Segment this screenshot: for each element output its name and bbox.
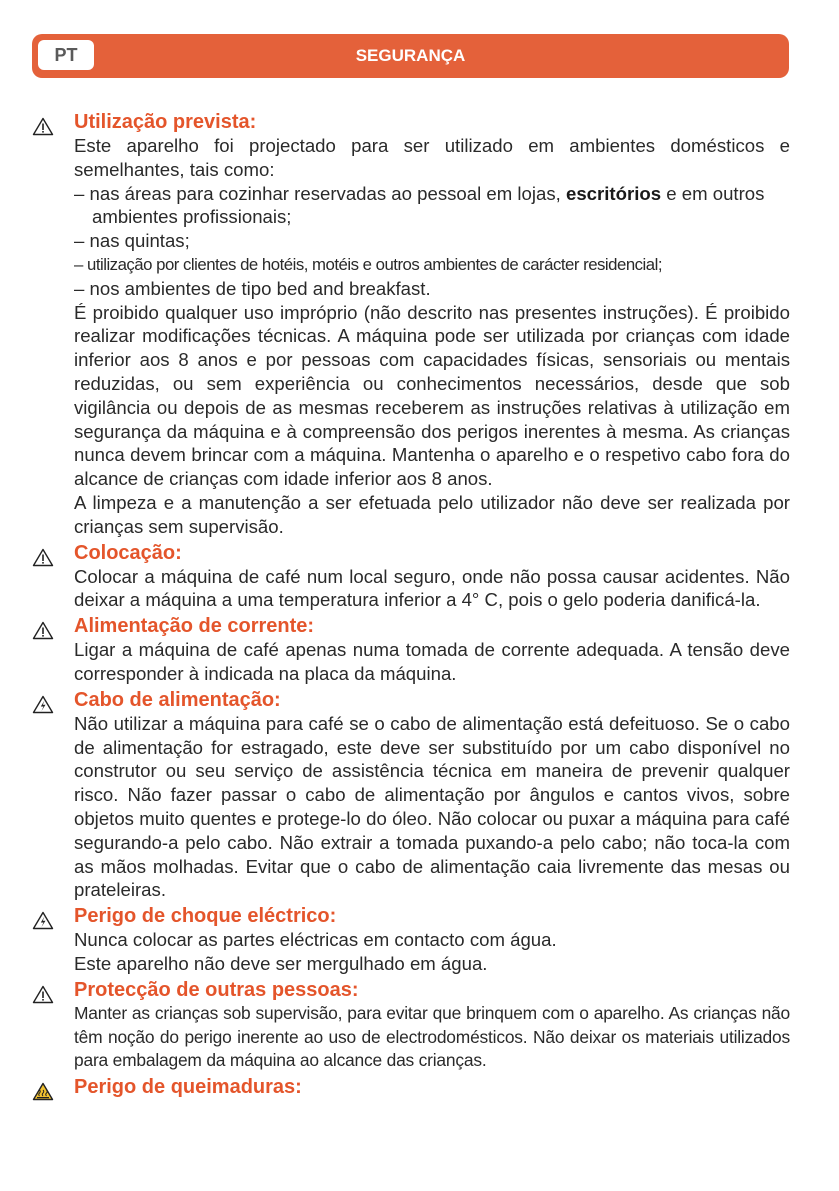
paragraph: Ligar a máquina de café apenas numa tomada de corrente adequada. A tensão deve corresponder à indicada na placa da máquina.: [74, 639, 790, 684]
paragraph: É proibido qualquer uso impróprio (não descrito nas presentes instruções). É proibido realizar modificações técnicas. A máquina pode ser utilizada por crianças com idade inferior aos 8 anos e por pessoas com capacidades físicas, sensoriais ou mentais reduzidas, ou sem experiência ou conhecimentos necessários, desde que sob vigilância ou depois de as mesmas receberem as instruções relativas à utilização em segurança da máquina e à compreensão dos perigos inerentes à mesma. As crianças nunca devem brincar com a máquina. Mantenha o aparelho e o respetivo cabo fora do alcance de crianças com idade inferior aos 8 anos.: [74, 301, 790, 490]
paragraph: Manter as crianças sob supervisão, para evitar que brinquem com o aparelho. As crianças não têm noção do perigo inerente ao uso de electrodomésticos. Não deixar os materiais utilizados para embalagem da máquina ao alcance das crianças.: [74, 1002, 790, 1071]
paragraph: Nunca colocar as partes eléctricas em contacto com água.: [74, 929, 557, 951]
section-heading: Colocação:: [74, 541, 182, 564]
section-heading: Alimentação de corrente:: [74, 615, 315, 638]
section-heading: Utilização prevista:: [74, 111, 257, 133]
paragraph: Este aparelho foi projectado para ser utilizado em ambientes domésticos e semelhantes, tais como:: [74, 135, 790, 180]
paragraph: Não utilizar a máquina para café se o cabo de alimentação está defeituoso. Se o cabo de alimentação for estragado, este deve ser substituído por um cabo disponível no construtor ou seu serviço de assistência técnica em maneira de prevenir qualquer risco. Não fazer passar o cabo de alimentação por ângulos e cantos vivos, sobre objetos muito quentes e protege-lo do óleo. Não colocar ou puxar a máquina para café segurando-a pelo cabo. Não extrair a tomada puxando-a pelo cabo; não toca-la com as mãos molhadas. Evitar que o cabo de alimentação caia livremente das mesas ou prateleiras.: [74, 712, 790, 901]
paragraph: Colocar a máquina de café num local seguro, onde não possa causar acidentes. Não deixar a máquina a uma temperatura inferior a 4° C, pois o gelo poderia danificá-la.: [74, 565, 790, 611]
language-badge: PT: [38, 40, 94, 70]
list-item: – nas quintas;: [74, 230, 190, 252]
section-power-cord: [30, 688, 790, 902]
paragraph: A limpeza e a manutenção a ser efetuada pelo utilizador não deve ser realizada por crianças sem supervisão.: [74, 491, 790, 537]
page-header: [32, 34, 789, 78]
section-heading: Perigo de choque eléctrico:: [74, 905, 337, 928]
section-intended-use: [30, 110, 790, 539]
bold-text: escritórios: [565, 182, 662, 204]
section-placement: [30, 541, 790, 613]
section-electric-shock: [30, 904, 790, 976]
warning-triangle-icon: [32, 985, 54, 1004]
section-heading: Cabo de alimentação:: [74, 688, 281, 711]
safety-content: [30, 110, 790, 1101]
electric-hazard-icon: [32, 911, 54, 930]
warning-triangle-icon: [32, 548, 54, 567]
list-item: – utilização por clientes de hotéis, motéis e outros ambientes de carácter residencial;: [74, 254, 662, 274]
section-heading: Perigo de queimaduras:: [74, 1076, 302, 1099]
section-burn-hazard: [30, 1075, 790, 1099]
section-power-supply: [30, 614, 790, 686]
section-heading: Protecção de outras pessoas:: [74, 978, 359, 1001]
list-item: – nas áreas para cozinhar reservadas ao pessoal em lojas, escritórios e em outros ambientes profissionais;: [74, 182, 765, 228]
section-protection-others: [30, 978, 790, 1073]
electric-hazard-icon: [32, 695, 54, 714]
paragraph: Este aparelho não deve ser mergulhado em água.: [74, 952, 488, 974]
page-title: SEGURANÇA: [355, 46, 466, 65]
warning-triangle-icon: [32, 117, 54, 136]
list-item: – nos ambientes de tipo bed and breakfast.: [74, 277, 431, 299]
hot-surface-icon: [32, 1082, 54, 1101]
warning-triangle-icon: [32, 621, 54, 640]
